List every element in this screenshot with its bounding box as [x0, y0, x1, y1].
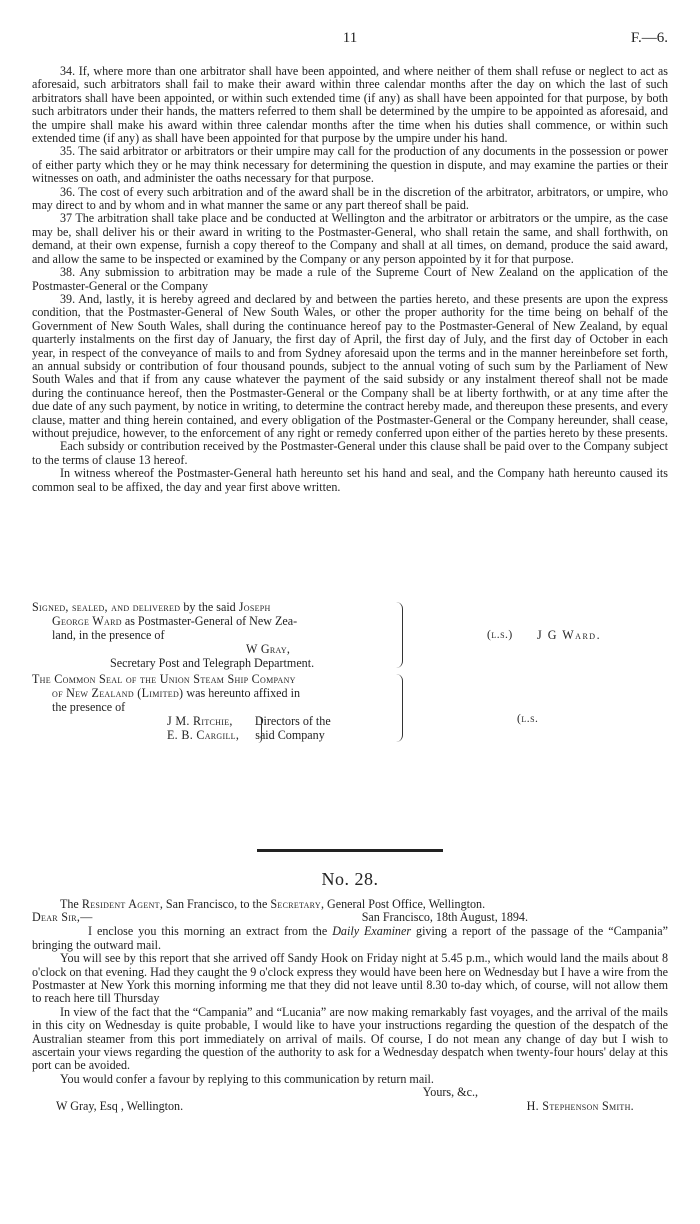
letter-body [32, 898, 668, 1114]
signer-name: J G Ward. [537, 628, 602, 642]
newspaper-title: Daily Examiner [332, 924, 412, 939]
agreement-clauses [32, 65, 668, 494]
witness-name: W Gray, [246, 642, 291, 656]
witness-paragraph: In witness whereof the Postmaster-General hath hereunto set his hand and seal, and the Company hath hereunto caused its common seal to be affixed, the day and year first above written. [32, 466, 668, 494]
clause-35: 35. The said arbitrator or arbitrators or their umpire may call for the production of any documents in the possession or power of either party which they or he may think necessary for determining the question in dispute, and may examine the parties or their witnesses on oath, and administer the oaths necessary for that purpose. [32, 144, 668, 186]
clause-36: 36. The cost of every such arbitration and of the award shall be in the discretion of the arbitrator, arbitrators, or umpire, who may direct to and by whom and in what manner the same or any part thereof shall be paid. [32, 184, 668, 213]
document-reference: F.—6. [630, 30, 668, 46]
clause-37: 37 The arbitration shall take place and be conducted at Wellington and the arbitrator or arbitrators or the umpire, as the case may be, shall deliver his or their award in writing to the Postmaster-General, who shall retain the same, and shall forthwith, on demand, at their own expense, furnish a copy thereof to the Company and shall at all times, on demand, produce the said award, and allow the same to be inspected or examined by the Company or any person appointed by it for that purpose. [32, 211, 668, 266]
page-number: 11 [342, 30, 358, 46]
section-divider [257, 849, 443, 852]
witness-title: Secretary Post and Telegraph Department. [110, 656, 315, 670]
director-ritchie: J M. Ritchie, [167, 714, 233, 728]
clause-39: 39. And, lastly, it is hereby agreed and declared by and between the parties hereto, and these presents are upon the express condition, that the Postmaster-General of New South Wales, or other the proper authority for the time being on behalf of the Government of New South Wales, shall during the continuance hereof pay to the Postmaster-General of New Zealand, by equal quarterly instalments on the first day of January, the first day of April, the first day of July, and the first day of October in each year, in respect of the conveyance of mails to and from Sydney aforesaid upon the terms and in the manner hereinbefore set forth, an annual subsidy or contribution of four thousand pounds, subject to the annual voting of such sum by the Parliament of New South Wales and that if from any cause whatever the payment of the said subsidy or any instalment thereof shall not be made during the continuance hereof, then the Postmaster-General or the Company shall be at liberty forthwith, or at any time after the due date of any such payment, by notice in writing, to determine the contract hereby made, and thereupon these presents, and every clause, matter and thing herein contained, and every obligation of the Postmaster-General or the Company hereunder, shall cease, without prejudice, however, to the enforcement of any right or remedy conferred upon either of the parties hereto by these presents. [32, 291, 668, 440]
brace [258, 716, 262, 743]
signed-sealed-label: Signed, sealed, and delivered [32, 600, 181, 614]
clause-38: 38. Any submission to arbitration may be made a rule of the Supreme Court of New Zealand on the application of the Postmaster-General or the Company [32, 265, 668, 293]
director-cargill: E. B. Cargill, [167, 728, 240, 742]
letter-paragraph-1: I enclose you this morning an extract from the Daily Examiner giving a report of the passage of the “Campania” bringing the outward mail. [32, 924, 668, 952]
company-seal-mark: (l.s. [517, 713, 539, 725]
letter-paragraph-2: You will see by this report that she arrived off Sandy Hook on Friday night at 5.45 p.m., which would land the mails about 8 o'clock on that evening. Had they caught the 9 o'clock express they would have been here on Wednesday but I have a wire from the Postmaster at New York this morning informing me that they did not leave until 8.30 to-day which, of course, will not allow them to reach here till Thursday [32, 951, 668, 1006]
postmaster-signature-block: Signed, sealed, and delivered by the said Joseph George Ward as Postmaster-General of New Zea- land, in the presence of W Gray, Secretary Post and Telegraph Department. (l.s.) J G Ward. [32, 600, 602, 670]
closing: Yours, &c., [422, 1085, 478, 1100]
place-date: San Francisco, 18th August, 1894. [361, 910, 528, 925]
sender: H. Stephenson Smith. [526, 1099, 634, 1114]
company-seal-block: The Common Seal of the Union Steam Ship Company of New Zealand (Limited) was hereunto affixed in the presence of J M. Ritchie, Directors of the E. B. Cargill, said Company (l.s. [32, 672, 539, 742]
clause-34: 34. If, where more than one arbitrator shall have been appointed, and where neither of them shall refuse or neglect to act as aforesaid, such arbitrators shall fail to make their award within three calendar months after the day on which the last of such arbitrators shall have been appointed, or within such extended time (if any) as shall have been appointed for that purpose, by both such arbitrators under their hands, the matters referred to them shall be determined by the umpire to be appointed as aforesaid, and the umpire shall make his award within three calendar months after the time when his duties shall commence, or within such extended time (if any) as shall have been appointed for that purpose by the umpire under his hand. [32, 64, 668, 146]
letter-number: No. 28. [321, 869, 379, 889]
letter-paragraph-3: In view of the fact that the “Campania” and “Lucania” are now making remarkably fast voyages, and the arrival of the mails in this city on Wednesday is quite probable, I would like to have your instructions regarding the question of the despatch of the Australian steamer from this port immediately on arrival of mails. Of course, I do not mean any change of day but I wish to ascertain your views regarding the question of the authority to ask for a Wednesday despatch when twenty-four hours' delay at this port can be avoided. [32, 1004, 668, 1073]
seal-mark: (l.s.) [487, 629, 513, 641]
addressee: W Gray, Esq , Wellington. [56, 1099, 184, 1114]
page-header [32, 30, 668, 48]
subsidy-paragraph: Each subsidy or contribution received by the Postmaster-General under this clause shall be paid over to the Company subject to the terms of clause 13 hereof. [32, 439, 668, 467]
letter-paragraph-4: You would confer a favour by replying to this communication by return mail. [60, 1071, 434, 1086]
common-seal-label: The Common Seal of the Union Steam Ship Company [32, 672, 296, 686]
letter-heading: The Resident Agent, San Francisco, to the Secretary, General Post Office, Wellington. [60, 897, 486, 911]
brace [396, 602, 403, 668]
brace [396, 674, 403, 742]
salutation: Dear Sir,— [32, 910, 93, 925]
